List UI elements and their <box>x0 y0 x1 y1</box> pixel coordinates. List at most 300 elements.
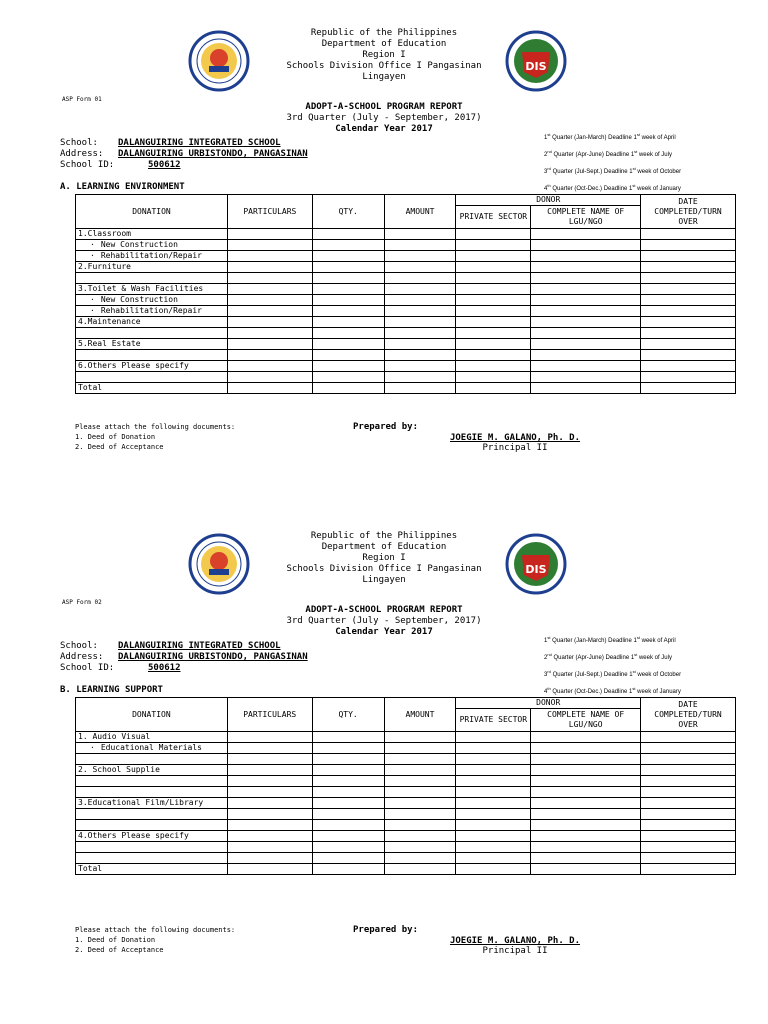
table-row <box>76 262 736 273</box>
table-cell <box>312 798 384 809</box>
row-label <box>76 842 228 853</box>
table-row <box>76 787 736 798</box>
table-cell <box>641 240 736 251</box>
header-line: Lingayen <box>362 575 406 585</box>
row-label: · Educational Materials <box>76 743 228 754</box>
table-cell <box>456 842 531 853</box>
table-cell <box>531 273 641 284</box>
table-cell <box>227 754 312 765</box>
table-cell <box>312 306 384 317</box>
table-cell <box>531 284 641 295</box>
table-row <box>76 776 736 787</box>
table-cell <box>641 842 736 853</box>
header-line: Lingayen <box>362 72 406 82</box>
col-donor: DONOR <box>456 698 641 709</box>
table-row <box>76 317 736 328</box>
school-id-value: 500612 <box>148 663 181 673</box>
table-cell <box>456 306 531 317</box>
table-cell <box>641 361 736 372</box>
table-cell <box>312 842 384 853</box>
table-cell <box>641 284 736 295</box>
table-cell <box>531 339 641 350</box>
row-label: 3.Educational Film/Library <box>76 798 228 809</box>
table-cell <box>227 339 312 350</box>
table-cell <box>641 831 736 842</box>
table-cell <box>312 864 384 875</box>
table-cell <box>227 361 312 372</box>
table-row <box>76 251 736 262</box>
doc-item: 1. Deed of Donation <box>75 433 156 441</box>
table-cell <box>312 732 384 743</box>
col-particulars: PARTICULARS <box>227 698 312 732</box>
header-line: Region I <box>362 50 406 60</box>
table-cell <box>384 306 456 317</box>
school-info <box>60 641 308 674</box>
row-label <box>76 754 228 765</box>
deadline-item: 2nd Quarter (Apr-June) Deadline 1st week of July <box>544 652 672 661</box>
table-cell <box>456 273 531 284</box>
row-label: 2.Furniture <box>76 262 228 273</box>
table-cell <box>227 383 312 394</box>
table-cell <box>227 831 312 842</box>
row-label: 3.Toilet & Wash Facilities <box>76 284 228 295</box>
table-cell <box>456 754 531 765</box>
table-cell <box>312 831 384 842</box>
report-year: Calendar Year 2017 <box>335 627 433 637</box>
table-cell <box>641 251 736 262</box>
header-line: Department of Education <box>321 39 447 49</box>
row-label <box>76 776 228 787</box>
doc-item: 1. Deed of Donation <box>75 936 156 944</box>
col-particulars: PARTICULARS <box>227 195 312 229</box>
table-cell <box>456 853 531 864</box>
table-row <box>76 328 736 339</box>
table-cell <box>312 284 384 295</box>
table-cell <box>384 820 456 831</box>
signatory-name: JOEGIE M. GALANO, Ph. D. <box>449 433 581 443</box>
table-cell <box>531 295 641 306</box>
form-number: ASP Form 02 <box>62 599 102 606</box>
table-cell <box>641 328 736 339</box>
table-cell <box>384 273 456 284</box>
table-cell <box>384 754 456 765</box>
table-cell <box>227 820 312 831</box>
table-cell <box>456 372 531 383</box>
table-cell <box>312 754 384 765</box>
table-cell <box>312 372 384 383</box>
table-cell <box>312 743 384 754</box>
col-qty: QTY. <box>312 195 384 229</box>
table-cell <box>531 383 641 394</box>
table-cell <box>456 383 531 394</box>
row-label: 2. School Supplie <box>76 765 228 776</box>
row-label <box>76 809 228 820</box>
table-cell <box>227 273 312 284</box>
report-title: ADOPT-A-SCHOOL PROGRAM REPORT <box>305 102 463 112</box>
report-form <box>0 0 768 470</box>
attach-label: Please attach the following documents: <box>75 423 236 431</box>
signatory-position: Principal II <box>482 443 548 453</box>
table-cell <box>456 284 531 295</box>
row-label <box>76 273 228 284</box>
table-cell <box>641 754 736 765</box>
row-label: · New Construction <box>76 240 228 251</box>
table-cell <box>456 328 531 339</box>
deadline-item: 4th Quarter (Oct-Dec.) Deadline 1st week of January <box>544 183 681 192</box>
table-cell <box>384 284 456 295</box>
table-cell <box>531 306 641 317</box>
row-label: · Rehabilitation/Repair <box>76 306 228 317</box>
table-cell <box>384 765 456 776</box>
table-cell <box>641 776 736 787</box>
table-cell <box>641 864 736 875</box>
signatory-position: Principal II <box>482 946 548 956</box>
col-amount: AMOUNT <box>384 698 456 732</box>
row-label <box>76 328 228 339</box>
table-cell <box>641 798 736 809</box>
school-label: School: <box>60 641 98 651</box>
row-label <box>76 787 228 798</box>
report-quarter: 3rd Quarter (July - September, 2017) <box>286 616 482 626</box>
table-row <box>76 820 736 831</box>
table-cell <box>312 776 384 787</box>
address-value: DALANGUIRING URBISTONDO, PANGASINAN <box>118 652 308 662</box>
table-cell <box>384 372 456 383</box>
table-cell <box>531 743 641 754</box>
donation-table <box>75 697 736 875</box>
table-cell <box>227 240 312 251</box>
row-label <box>76 372 228 383</box>
row-label: 4.Maintenance <box>76 317 228 328</box>
table-cell <box>227 328 312 339</box>
table-cell <box>531 372 641 383</box>
table-row <box>76 240 736 251</box>
table-cell <box>384 864 456 875</box>
table-cell <box>312 229 384 240</box>
table-cell <box>227 853 312 864</box>
table-row <box>76 350 736 361</box>
table-cell <box>312 240 384 251</box>
table-cell <box>312 295 384 306</box>
row-label: 5.Real Estate <box>76 339 228 350</box>
table-cell <box>641 820 736 831</box>
table-row <box>76 284 736 295</box>
table-cell <box>456 339 531 350</box>
table-cell <box>312 273 384 284</box>
col-lgu: COMPLETE NAME OF LGU/NGO <box>531 709 641 732</box>
header-line: Republic of the Philippines <box>310 531 458 541</box>
deadline-item: 1st Quarter (Jan-March) Deadline 1st week of April <box>544 132 676 141</box>
school-value: DALANGUIRING INTEGRATED SCHOOL <box>118 641 281 651</box>
table-cell <box>312 853 384 864</box>
table-cell <box>531 262 641 273</box>
table-cell <box>641 306 736 317</box>
table-cell <box>384 798 456 809</box>
table-cell <box>531 317 641 328</box>
table-row <box>76 864 736 875</box>
table-cell <box>384 350 456 361</box>
table-cell <box>227 798 312 809</box>
col-lgu: COMPLETE NAME OF LGU/NGO <box>531 206 641 229</box>
table-cell <box>456 820 531 831</box>
table-cell <box>456 743 531 754</box>
table-cell <box>641 273 736 284</box>
table-cell <box>384 809 456 820</box>
table-cell <box>531 765 641 776</box>
table-row <box>76 273 736 284</box>
table-row <box>76 383 736 394</box>
header-line: Schools Division Office I Pangasinan <box>286 564 482 574</box>
agency-header <box>0 531 768 586</box>
table-cell <box>641 317 736 328</box>
table-cell <box>384 842 456 853</box>
school-value: DALANGUIRING INTEGRATED SCHOOL <box>118 138 281 148</box>
table-cell <box>384 732 456 743</box>
table-cell <box>456 798 531 809</box>
table-cell <box>531 240 641 251</box>
table-cell <box>531 251 641 262</box>
row-label <box>76 820 228 831</box>
col-private: PRIVATE SECTOR <box>456 206 531 229</box>
row-label <box>76 350 228 361</box>
table-cell <box>456 251 531 262</box>
table-cell <box>641 732 736 743</box>
table-cell <box>456 776 531 787</box>
section-title: A. LEARNING ENVIRONMENT <box>60 182 185 192</box>
table-cell <box>227 284 312 295</box>
table-row <box>76 798 736 809</box>
table-cell <box>641 383 736 394</box>
table-cell <box>227 262 312 273</box>
table-cell <box>384 776 456 787</box>
table-cell <box>641 295 736 306</box>
table-cell <box>227 295 312 306</box>
table-cell <box>227 350 312 361</box>
donation-table <box>75 194 736 394</box>
table-cell <box>531 776 641 787</box>
section-title: B. LEARNING SUPPORT <box>60 685 163 695</box>
row-label: 1.Classroom <box>76 229 228 240</box>
table-cell <box>227 743 312 754</box>
table-cell <box>531 864 641 875</box>
table-cell <box>641 853 736 864</box>
table-cell <box>312 361 384 372</box>
table-cell <box>456 732 531 743</box>
table-cell <box>227 732 312 743</box>
table-cell <box>384 251 456 262</box>
row-label <box>76 853 228 864</box>
table-cell <box>531 809 641 820</box>
table-cell <box>384 317 456 328</box>
row-label: · Rehabilitation/Repair <box>76 251 228 262</box>
report-quarter: 3rd Quarter (July - September, 2017) <box>286 113 482 123</box>
deadline-item: 1st Quarter (Jan-March) Deadline 1st week of April <box>544 635 676 644</box>
table-cell <box>227 864 312 875</box>
table-cell <box>531 787 641 798</box>
col-date: DATE COMPLETED/TURN OVER <box>641 195 736 229</box>
table-row <box>76 809 736 820</box>
school-id-value: 500612 <box>148 160 181 170</box>
table-cell <box>531 831 641 842</box>
col-private: PRIVATE SECTOR <box>456 709 531 732</box>
header-line: Schools Division Office I Pangasinan <box>286 61 482 71</box>
table-cell <box>641 339 736 350</box>
form-number: ASP Form 01 <box>62 96 102 103</box>
deadline-item: 3rd Quarter (Jul-Sept.) Deadline 1st week of October <box>544 166 682 175</box>
deadline-item: 2nd Quarter (Apr-June) Deadline 1st week of July <box>544 149 672 158</box>
table-cell <box>384 787 456 798</box>
table-row <box>76 853 736 864</box>
table-cell <box>456 361 531 372</box>
deadline-list <box>544 631 681 699</box>
table-cell <box>456 229 531 240</box>
table-row <box>76 229 736 240</box>
table-cell <box>312 765 384 776</box>
row-label: 1. Audio Visual <box>76 732 228 743</box>
row-label: 4.Others Please specify <box>76 831 228 842</box>
col-amount: AMOUNT <box>384 195 456 229</box>
table-cell <box>531 229 641 240</box>
doc-item: 2. Deed of Acceptance <box>75 443 164 451</box>
svg-text:DIS: DIS <box>525 60 547 73</box>
table-cell <box>531 820 641 831</box>
table-cell <box>641 787 736 798</box>
table-cell <box>227 809 312 820</box>
table-cell <box>227 317 312 328</box>
table-cell <box>227 776 312 787</box>
table-row <box>76 842 736 853</box>
table-cell <box>312 262 384 273</box>
table-cell <box>531 350 641 361</box>
prepared-by-label: Prepared by: <box>353 422 419 432</box>
table-cell <box>531 754 641 765</box>
table-cell <box>227 765 312 776</box>
row-label: Total <box>76 864 228 875</box>
table-cell <box>227 251 312 262</box>
attach-label: Please attach the following documents: <box>75 926 236 934</box>
table-cell <box>384 361 456 372</box>
table-cell <box>456 317 531 328</box>
table-cell <box>641 743 736 754</box>
table-cell <box>531 842 641 853</box>
doc-item: 2. Deed of Acceptance <box>75 946 164 954</box>
table-cell <box>227 306 312 317</box>
signatory-name: JOEGIE M. GALANO, Ph. D. <box>449 936 581 946</box>
row-label: · New Construction <box>76 295 228 306</box>
table-cell <box>456 765 531 776</box>
school-id-label: School ID: <box>60 663 115 673</box>
table-cell <box>456 831 531 842</box>
table-cell <box>312 383 384 394</box>
deadline-list <box>544 128 681 196</box>
table-cell <box>384 339 456 350</box>
table-cell <box>456 240 531 251</box>
table-cell <box>531 732 641 743</box>
table-cell <box>641 262 736 273</box>
signatory <box>440 936 590 956</box>
table-row <box>76 361 736 372</box>
table-cell <box>641 372 736 383</box>
table-cell <box>227 842 312 853</box>
table-row <box>76 754 736 765</box>
table-cell <box>456 787 531 798</box>
table-cell <box>384 831 456 842</box>
table-cell <box>641 229 736 240</box>
report-title: ADOPT-A-SCHOOL PROGRAM REPORT <box>305 605 463 615</box>
address-value: DALANGUIRING URBISTONDO, PANGASINAN <box>118 149 308 159</box>
table-cell <box>641 765 736 776</box>
signatory <box>440 433 590 453</box>
table-row <box>76 306 736 317</box>
attachments <box>75 422 235 452</box>
header-line: Republic of the Philippines <box>310 28 458 38</box>
col-date: DATE COMPLETED/TURN OVER <box>641 698 736 732</box>
table-cell <box>227 787 312 798</box>
table-row <box>76 732 736 743</box>
table-cell <box>531 328 641 339</box>
address-label: Address: <box>60 149 104 159</box>
table-row <box>76 339 736 350</box>
row-label: Total <box>76 383 228 394</box>
table-cell <box>531 361 641 372</box>
col-donation: DONATION <box>76 195 228 229</box>
table-cell <box>312 809 384 820</box>
attachments <box>75 925 235 955</box>
table-cell <box>312 328 384 339</box>
table-cell <box>531 798 641 809</box>
table-cell <box>312 787 384 798</box>
col-donor: DONOR <box>456 195 641 206</box>
report-form <box>0 503 768 973</box>
table-cell <box>456 295 531 306</box>
deadline-item: 4th Quarter (Oct-Dec.) Deadline 1st week of January <box>544 686 681 695</box>
table-row <box>76 831 736 842</box>
table-cell <box>312 251 384 262</box>
table-cell <box>384 383 456 394</box>
header-line: Department of Education <box>321 542 447 552</box>
table-row <box>76 743 736 754</box>
table-cell <box>456 262 531 273</box>
table-cell <box>227 372 312 383</box>
col-donation: DONATION <box>76 698 228 732</box>
table-cell <box>312 317 384 328</box>
col-qty: QTY. <box>312 698 384 732</box>
address-label: Address: <box>60 652 104 662</box>
table-cell <box>456 864 531 875</box>
agency-header <box>0 28 768 83</box>
report-year: Calendar Year 2017 <box>335 124 433 134</box>
table-cell <box>384 240 456 251</box>
table-cell <box>312 339 384 350</box>
school-id-label: School ID: <box>60 160 115 170</box>
table-cell <box>312 350 384 361</box>
table-cell <box>641 350 736 361</box>
row-label: 6.Others Please specify <box>76 361 228 372</box>
table-cell <box>384 743 456 754</box>
table-cell <box>312 820 384 831</box>
table-row <box>76 295 736 306</box>
school-label: School: <box>60 138 98 148</box>
table-cell <box>384 295 456 306</box>
deadline-item: 3rd Quarter (Jul-Sept.) Deadline 1st week of October <box>544 669 682 678</box>
table-cell <box>384 328 456 339</box>
table-cell <box>227 229 312 240</box>
svg-text:DIS: DIS <box>525 563 547 576</box>
table-row <box>76 372 736 383</box>
table-cell <box>641 809 736 820</box>
header-line: Region I <box>362 553 406 563</box>
prepared-by-label: Prepared by: <box>353 925 419 935</box>
